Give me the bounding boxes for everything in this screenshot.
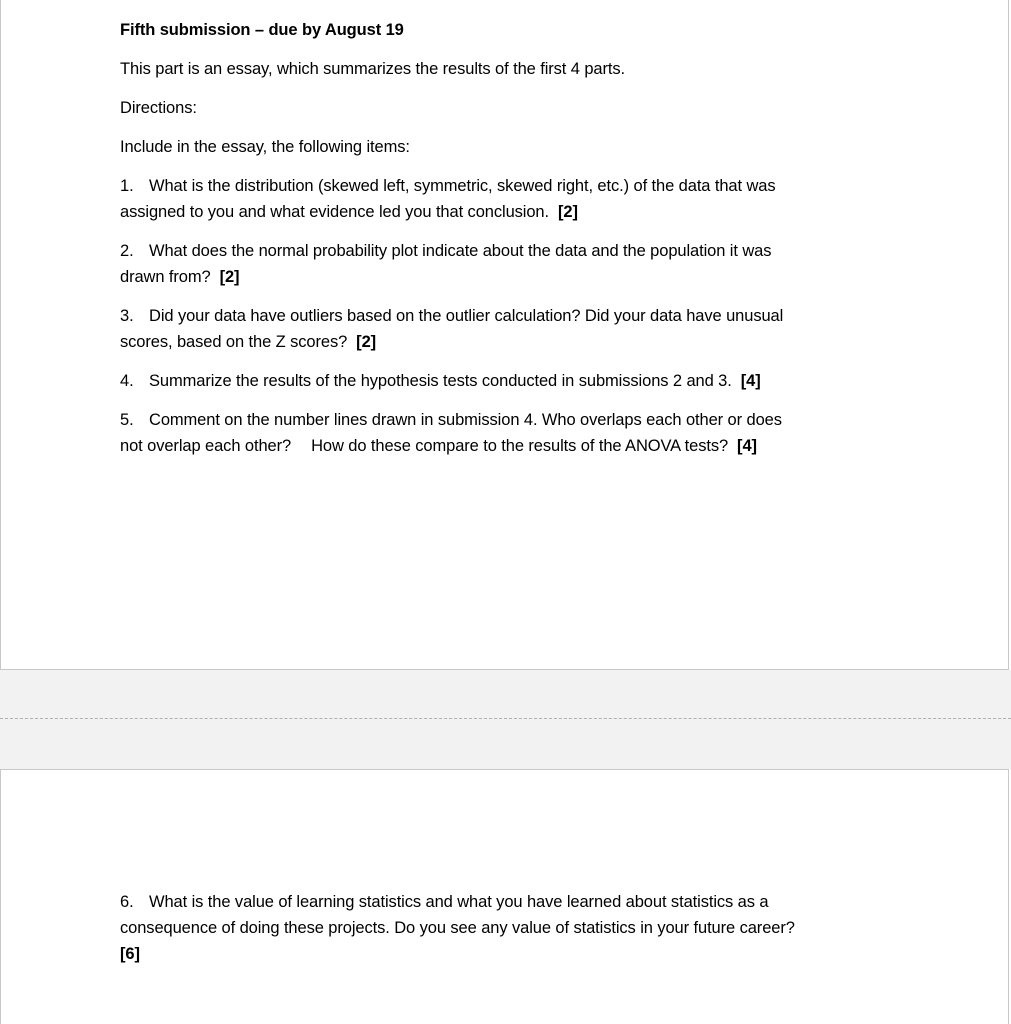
page-1-content — [120, 17, 880, 472]
include-items-text: Include in the essay, the following items: — [120, 138, 410, 156]
question-5-text-line-1: Comment on the number lines drawn in submission 4. Who overlaps each other or does — [149, 411, 782, 429]
question-2-number: 2. — [120, 242, 134, 260]
question-1-line-1 — [120, 173, 880, 199]
question-item-6 — [120, 889, 880, 967]
question-item-3 — [120, 303, 880, 355]
question-2-text-line-1: What does the normal probability plot indicate about the data and the population it was — [149, 242, 772, 260]
submission-heading: Fifth submission – due by August 19 — [120, 21, 404, 39]
directions-label: Directions: — [120, 99, 197, 117]
question-item-4 — [120, 368, 880, 394]
question-3-points: [2] — [356, 333, 377, 351]
question-6-number: 6. — [120, 893, 134, 911]
question-1-text-line-1: What is the distribution (skewed left, symmetric, skewed right, etc.) of the data that was — [149, 177, 776, 195]
question-4-number: 4. — [120, 372, 134, 390]
question-5-line-2 — [120, 433, 880, 459]
question-6-line-3 — [120, 941, 880, 967]
intro-text: This part is an essay, which summarizes the results of the first 4 parts. — [120, 60, 625, 78]
question-item-1 — [120, 173, 880, 225]
document-page-2 — [0, 769, 1009, 1024]
question-1-text-line-2: assigned to you and what evidence led you that conclusion. — [120, 203, 549, 221]
question-3-number: 3. — [120, 307, 134, 325]
page-gap — [0, 670, 1011, 769]
question-3-text-line-2: scores, based on the Z scores? — [120, 333, 348, 351]
question-1-points: [2] — [557, 203, 578, 221]
question-3-line-2 — [120, 329, 880, 355]
question-6-line-1 — [120, 889, 880, 915]
page-break-divider — [0, 718, 1011, 719]
question-item-2 — [120, 238, 880, 290]
question-3-text-line-1: Did your data have outliers based on the outlier calculation? Did your data have unusual — [149, 307, 784, 325]
question-5-points: [4] — [737, 437, 757, 455]
question-4-text-line-1: Summarize the results of the hypothesis tests conducted in submissions 2 and 3. — [149, 372, 732, 390]
question-5-text-line-2b: How do these compare to the results of the ANOVA tests? — [311, 437, 729, 455]
question-5-text-line-2a: not overlap each other? — [120, 437, 292, 455]
question-4-points: [4] — [740, 372, 761, 390]
question-6-line-2 — [120, 915, 880, 941]
question-6-points: [6] — [120, 945, 140, 963]
question-3-line-1 — [120, 303, 880, 329]
question-1-number: 1. — [120, 177, 134, 195]
question-2-line-2 — [120, 264, 880, 290]
question-4-line-1 — [120, 368, 880, 394]
question-6-text-line-1: What is the value of learning statistics and what you have learned about statistics as a — [149, 893, 769, 911]
question-1-line-2 — [120, 199, 880, 225]
question-2-line-1 — [120, 238, 880, 264]
question-5-line-1 — [120, 407, 880, 433]
question-2-points: [2] — [219, 268, 240, 286]
page-2-content — [120, 889, 880, 980]
question-item-5 — [120, 407, 880, 459]
question-5-number: 5. — [120, 411, 134, 429]
question-6-text-line-2: consequence of doing these projects. Do you see any value of statistics in your future career? — [120, 919, 795, 937]
question-2-text-line-2: drawn from? — [120, 268, 211, 286]
